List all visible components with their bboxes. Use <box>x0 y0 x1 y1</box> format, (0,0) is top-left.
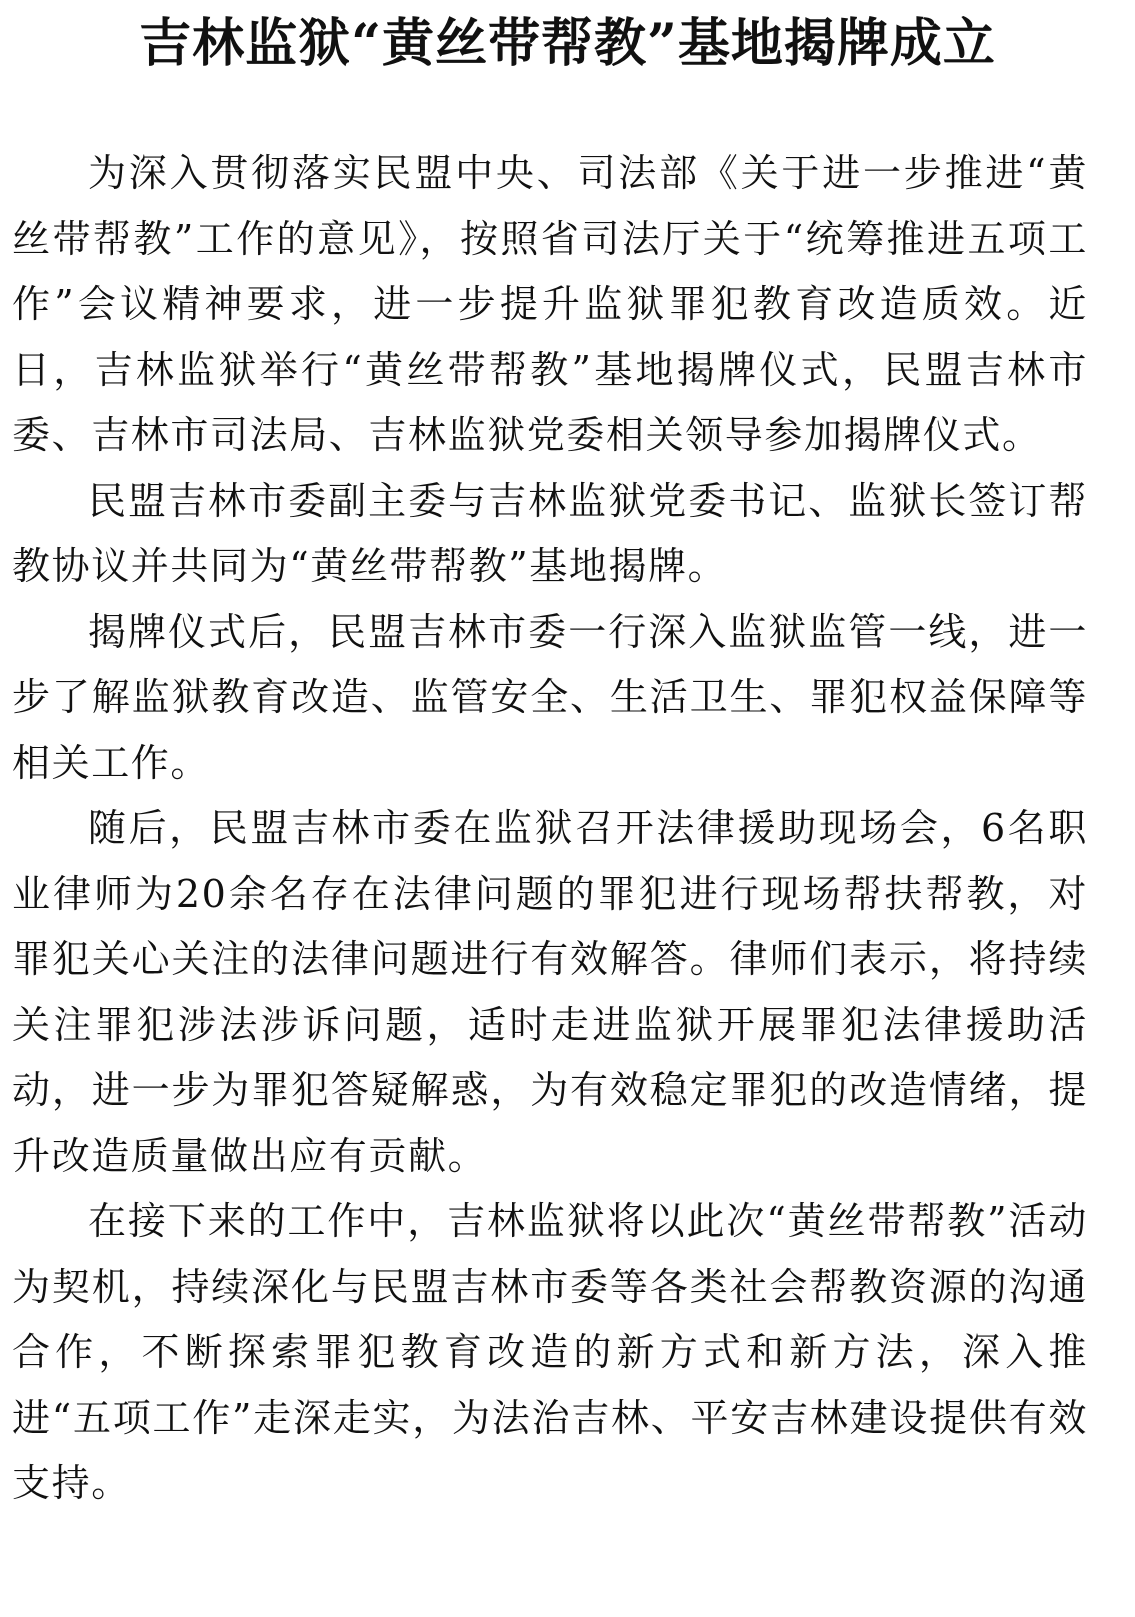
document-title: 吉林监狱“黄丝带帮教”基地揭牌成立 <box>139 13 996 74</box>
article-body <box>12 141 1088 1517</box>
paragraph-2: 民盟吉林市委副主委与吉林监狱党委书记、监狱长签订帮教协议并共同为“黄丝带帮教”基地揭牌。 <box>12 478 1088 588</box>
paragraph-4: 随后，民盟吉林市委在监狱召开法律援助现场会，6名职业律师为20余名存在法律问题的罪犯进行现场帮扶帮教，对罪犯关心关注的法律问题进行有效解答。律师们表示，将持续关注罪犯涉法涉诉问题，适时走进监狱开展罪犯法律援助活动，进一步为罪犯答疑解惑，为有效稳定罪犯的改造情绪，提升改造质量做出应有贡献。 <box>12 806 1088 1178</box>
paragraph-3: 揭牌仪式后，民盟吉林市委一行深入监狱监管一线，进一步了解监狱教育改造、监管安全、生活卫生、罪犯权益保障等相关工作。 <box>12 609 1088 785</box>
paragraph-1: 为深入贯彻落实民盟中央、司法部《关于进一步推进“黄丝带帮教”工作的意见》，按照省司法厅关于“统筹推进五项工作”会议精神要求，进一步提升监狱罪犯教育改造质效。近日，吉林监狱举行“黄丝带帮教”基地揭牌仪式，民盟吉林市委、吉林市司法局、吉林监狱党委相关领导参加揭牌仪式。 <box>12 151 1088 457</box>
paragraph-5: 在接下来的工作中，吉林监狱将以此次“黄丝带帮教”活动为契机，持续深化与民盟吉林市委等各类社会帮教资源的沟通合作，不断探索罪犯教育改造的新方式和新方法，深入推进“五项工作”走深走实，为法治吉林、平安吉林建设提供有效支持。 <box>12 1199 1088 1505</box>
